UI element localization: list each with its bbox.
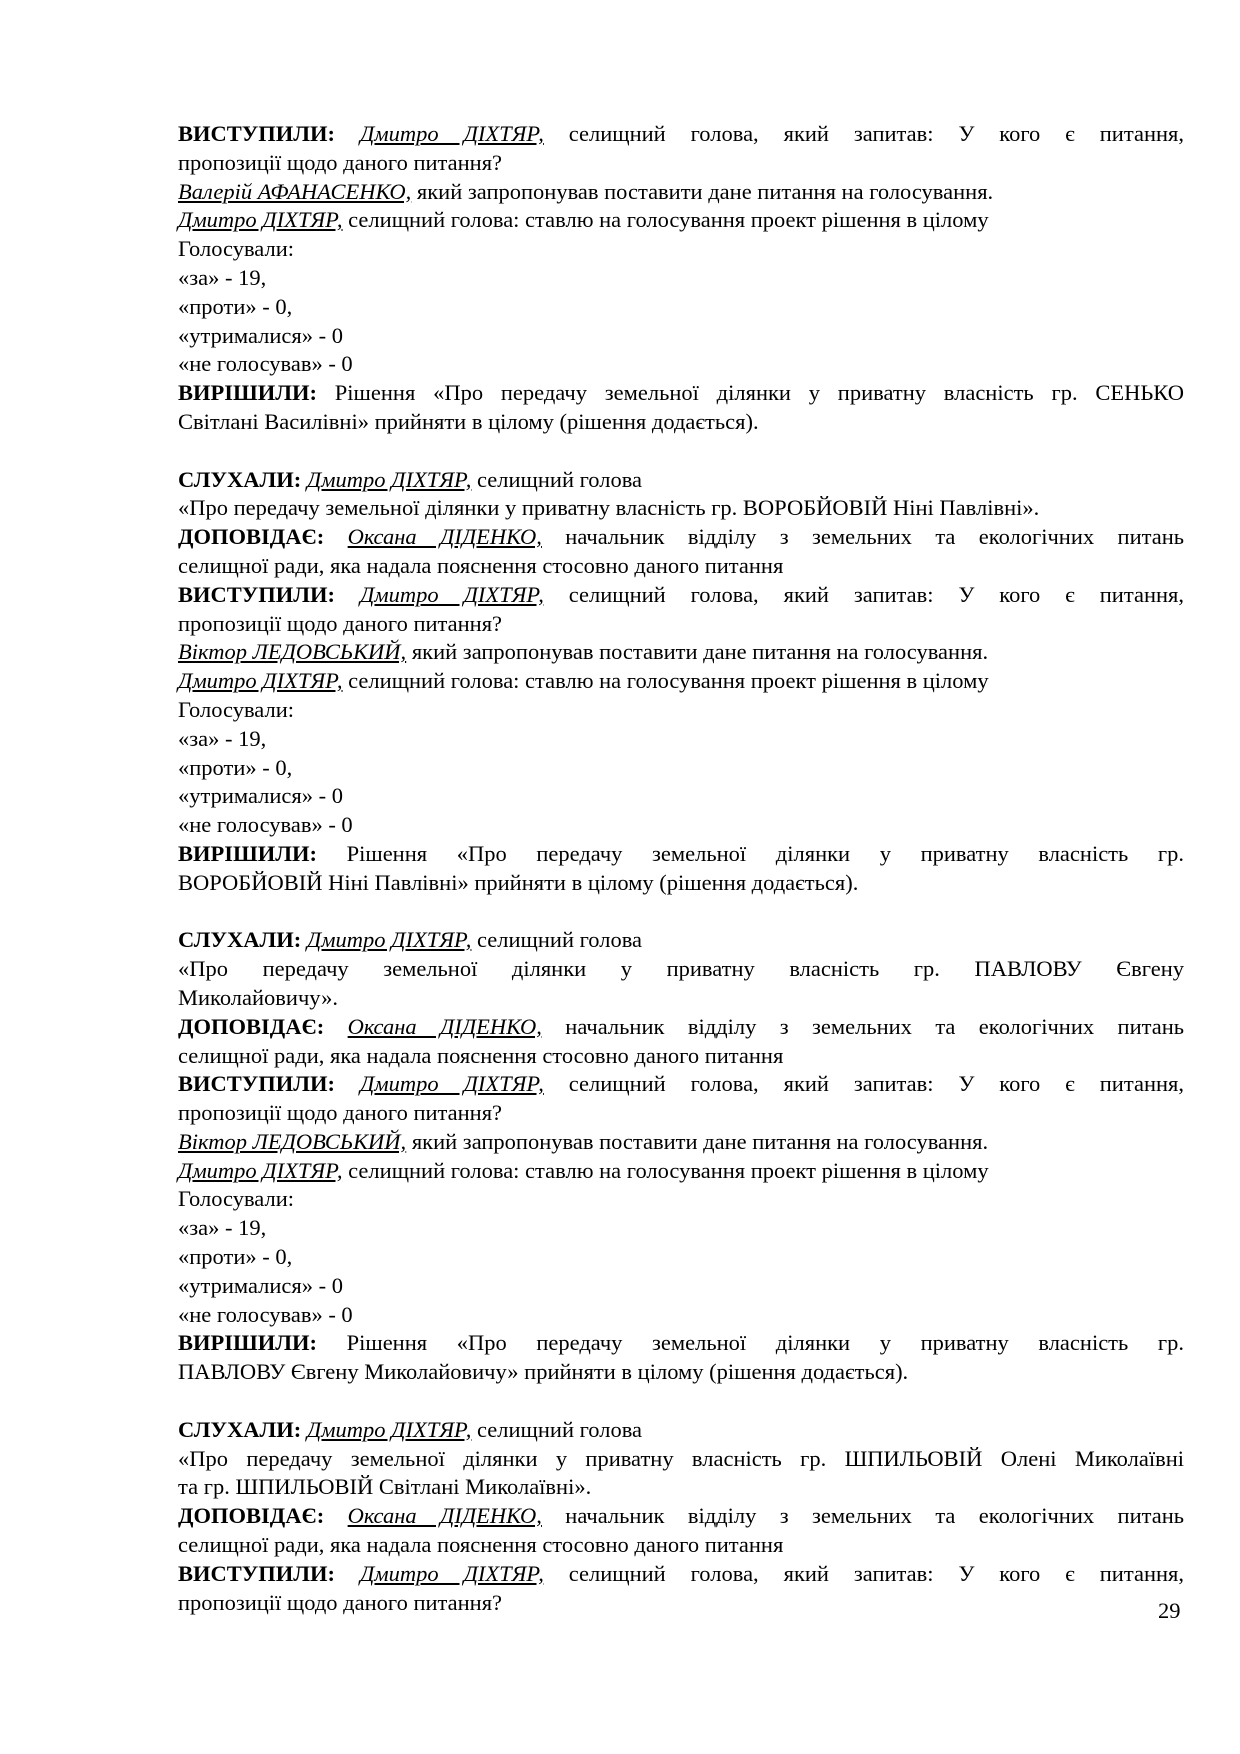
document-line bbox=[178, 581, 1184, 610]
document-page bbox=[178, 120, 1184, 1617]
line-text: який запропонував поставити дане питання на голосування. bbox=[406, 1128, 989, 1154]
speaker-name: Оксана ДІДЕНКО, bbox=[347, 1503, 542, 1529]
line-text: пропозиції щодо даного питання? bbox=[178, 1589, 503, 1615]
page-number: 29 bbox=[1158, 1598, 1181, 1623]
line-text: селищний голова: ставлю на голосування проект рішення в цілому bbox=[342, 668, 989, 694]
line-text: ПАВЛОВУ Євгену Миколайовичу» прийняти в цілому (рішення додається). bbox=[178, 1359, 909, 1385]
line-text: Голосували: bbox=[178, 236, 294, 262]
speaker-name: Дмитро ДІХТЯР, bbox=[178, 668, 343, 694]
section-keyword: ДОПОВІДАЄ: bbox=[178, 1013, 325, 1039]
section-keyword: ВИСТУПИЛИ: bbox=[178, 581, 336, 607]
line-text: «утрималися» - 0 bbox=[178, 322, 344, 348]
speaker-name: Оксана ДІДЕНКО, bbox=[347, 1013, 542, 1039]
line-text: селищний голова, який запитав: У кого є питання, bbox=[543, 121, 1184, 146]
document-line bbox=[178, 523, 1184, 552]
document-line bbox=[178, 1589, 1184, 1618]
speaker-name: Дмитро ДІХТЯР, bbox=[359, 1560, 544, 1586]
document-line bbox=[178, 1301, 1184, 1330]
line-text: Рішення «Про передачу земельної ділянки у приватну власність гр. bbox=[346, 840, 1185, 866]
speaker-name: Дмитро ДІХТЯР, bbox=[359, 121, 544, 146]
section-keyword: ВИСТУПИЛИ: bbox=[178, 1560, 336, 1586]
document-line bbox=[178, 206, 1184, 235]
line-text: селищний голова bbox=[471, 1416, 643, 1442]
line-text: «утрималися» - 0 bbox=[178, 1272, 344, 1298]
line-text: селищний голова: ставлю на голосування проект рішення в цілому bbox=[342, 1157, 989, 1183]
paragraph-gap bbox=[178, 898, 1184, 927]
document-line bbox=[178, 149, 1184, 178]
line-text: селищної ради, яка надала пояснення стосовно даного питання bbox=[178, 1042, 784, 1068]
line-text: «проти» - 0, bbox=[178, 754, 293, 780]
document-line bbox=[178, 1185, 1184, 1214]
document-line bbox=[178, 408, 1184, 437]
speaker-name: Дмитро ДІХТЯР, bbox=[359, 581, 544, 607]
document-line bbox=[178, 955, 1184, 984]
line-text: Світлані Василівні» прийняти в цілому (рішення додається). bbox=[178, 408, 759, 434]
line-text: «Про передачу земельної ділянки у приватну власність гр. ШПИЛЬОВІЙ Олені Миколаївні bbox=[178, 1445, 1184, 1471]
line-text: Рішення «Про передачу земельної ділянки у приватну власність гр. СЕНЬКО bbox=[334, 380, 1184, 406]
speaker-name: Оксана ДІДЕНКО, bbox=[347, 524, 542, 550]
document-line bbox=[178, 293, 1184, 322]
document-line bbox=[178, 264, 1184, 293]
section-keyword: СЛУХАЛИ: bbox=[178, 927, 302, 953]
document-line bbox=[178, 494, 1184, 523]
line-text: який запропонував поставити дане питання на голосування. bbox=[411, 178, 994, 204]
document-line bbox=[178, 782, 1184, 811]
line-text: «утрималися» - 0 bbox=[178, 783, 344, 809]
line-text: «не голосував» - 0 bbox=[178, 1301, 353, 1327]
line-text: «не голосував» - 0 bbox=[178, 351, 353, 377]
speaker-name: Дмитро ДІХТЯР, bbox=[306, 466, 472, 492]
document-line bbox=[178, 178, 1184, 207]
section-keyword: ВИРІШИЛИ: bbox=[178, 380, 317, 406]
document-line bbox=[178, 350, 1184, 379]
line-text: який запропонував поставити дане питання на голосування. bbox=[406, 639, 989, 665]
line-text: «проти» - 0, bbox=[178, 1244, 293, 1270]
line-text: Голосували: bbox=[178, 1186, 294, 1212]
document-line bbox=[178, 811, 1184, 840]
section-keyword: ДОПОВІДАЄ: bbox=[178, 1503, 325, 1529]
document-line bbox=[178, 754, 1184, 783]
document-line bbox=[178, 1358, 1184, 1387]
document-line bbox=[178, 610, 1184, 639]
line-text: «за» - 19, bbox=[178, 1215, 267, 1241]
speaker-name: Дмитро ДІХТЯР, bbox=[178, 207, 343, 233]
document-line bbox=[178, 235, 1184, 264]
speaker-name: Дмитро ДІХТЯР, bbox=[178, 1157, 343, 1183]
paragraph-gap bbox=[178, 437, 1184, 466]
section-keyword: ВИСТУПИЛИ: bbox=[178, 1071, 336, 1097]
document-line bbox=[178, 696, 1184, 725]
document-line bbox=[178, 1128, 1184, 1157]
document-line bbox=[178, 1445, 1184, 1474]
line-text: селищної ради, яка надала пояснення стосовно даного питання bbox=[178, 552, 784, 578]
speaker-name: Віктор ЛЕДОВСЬКИЙ, bbox=[178, 639, 407, 665]
line-text: селищний голова, який запитав: У кого є питання, bbox=[543, 1071, 1184, 1097]
document-line bbox=[178, 1013, 1184, 1042]
document-line bbox=[178, 1473, 1184, 1502]
document-line bbox=[178, 379, 1184, 408]
document-line bbox=[178, 322, 1184, 351]
line-text: селищний голова: ставлю на голосування проект рішення в цілому bbox=[342, 207, 989, 233]
section-keyword: ДОПОВІДАЄ: bbox=[178, 524, 325, 550]
line-text: «за» - 19, bbox=[178, 725, 267, 751]
document-line bbox=[178, 1272, 1184, 1301]
section-keyword: СЛУХАЛИ: bbox=[178, 1416, 302, 1442]
speaker-name: Дмитро ДІХТЯР, bbox=[306, 1416, 472, 1442]
line-text: начальник відділу з земельних та екологічних питань bbox=[541, 1013, 1185, 1039]
section-keyword: ВИРІШИЛИ: bbox=[178, 840, 317, 866]
line-text: пропозиції щодо даного питання? bbox=[178, 149, 503, 175]
document-line bbox=[178, 120, 1184, 149]
document-line bbox=[178, 1531, 1184, 1560]
document-line bbox=[178, 667, 1184, 696]
line-text: селищний голова bbox=[471, 466, 643, 492]
section-keyword: ВИСТУПИЛИ: bbox=[178, 121, 336, 146]
speaker-name: Валерій АФАНАСЕНКО, bbox=[178, 178, 412, 204]
document-line bbox=[178, 1243, 1184, 1272]
line-text: «за» - 19, bbox=[178, 264, 267, 290]
document-line bbox=[178, 1099, 1184, 1128]
line-text: начальник відділу з земельних та екологічних питань bbox=[541, 1503, 1185, 1529]
document-line bbox=[178, 1560, 1184, 1589]
document-line bbox=[178, 1502, 1184, 1531]
line-text: «не голосував» - 0 bbox=[178, 812, 353, 838]
document-line bbox=[178, 926, 1184, 955]
document-line bbox=[178, 466, 1184, 495]
document-line bbox=[178, 840, 1184, 869]
paragraph-gap bbox=[178, 1387, 1184, 1416]
document-line bbox=[178, 984, 1184, 1013]
section-keyword: ВИРІШИЛИ: bbox=[178, 1330, 317, 1356]
line-text: пропозиції щодо даного питання? bbox=[178, 610, 503, 636]
line-text: ВОРОБЙОВІЙ Ніні Павлівні» прийняти в цілому (рішення додається). bbox=[178, 869, 859, 895]
line-text: Миколайовичу». bbox=[178, 984, 338, 1010]
speaker-name: Дмитро ДІХТЯР, bbox=[306, 927, 472, 953]
document-line bbox=[178, 869, 1184, 898]
document-line bbox=[178, 1416, 1184, 1445]
document-line bbox=[178, 638, 1184, 667]
document-line bbox=[178, 552, 1184, 581]
line-text: «Про передачу земельної ділянки у приватну власність гр. ПАВЛОВУ Євгену bbox=[178, 956, 1184, 982]
line-text: Рішення «Про передачу земельної ділянки у приватну власність гр. bbox=[346, 1330, 1185, 1356]
document-line bbox=[178, 1214, 1184, 1243]
document-line bbox=[178, 1157, 1184, 1186]
line-text: «Про передачу земельної ділянки у приватну власність гр. ВОРОБЙОВІЙ Ніні Павлівні». bbox=[178, 495, 1040, 521]
line-text: та гр. ШПИЛЬОВІЙ Світлані Миколаївні». bbox=[178, 1474, 592, 1500]
document-line bbox=[178, 1329, 1184, 1358]
document-line bbox=[178, 1042, 1184, 1071]
line-text: Голосували: bbox=[178, 696, 294, 722]
document-line bbox=[178, 725, 1184, 754]
document-line bbox=[178, 1070, 1184, 1099]
line-text: пропозиції щодо даного питання? bbox=[178, 1100, 503, 1126]
section-keyword: СЛУХАЛИ: bbox=[178, 466, 302, 492]
line-text: начальник відділу з земельних та екологічних питань bbox=[541, 524, 1185, 550]
line-text: селищний голова, який запитав: У кого є питання, bbox=[543, 1560, 1184, 1586]
speaker-name: Віктор ЛЕДОВСЬКИЙ, bbox=[178, 1128, 407, 1154]
line-text: селищної ради, яка надала пояснення стосовно даного питання bbox=[178, 1532, 784, 1558]
line-text: «проти» - 0, bbox=[178, 293, 293, 319]
speaker-name: Дмитро ДІХТЯР, bbox=[359, 1071, 544, 1097]
line-text: селищний голова bbox=[471, 927, 643, 953]
line-text: селищний голова, який запитав: У кого є питання, bbox=[543, 581, 1184, 607]
